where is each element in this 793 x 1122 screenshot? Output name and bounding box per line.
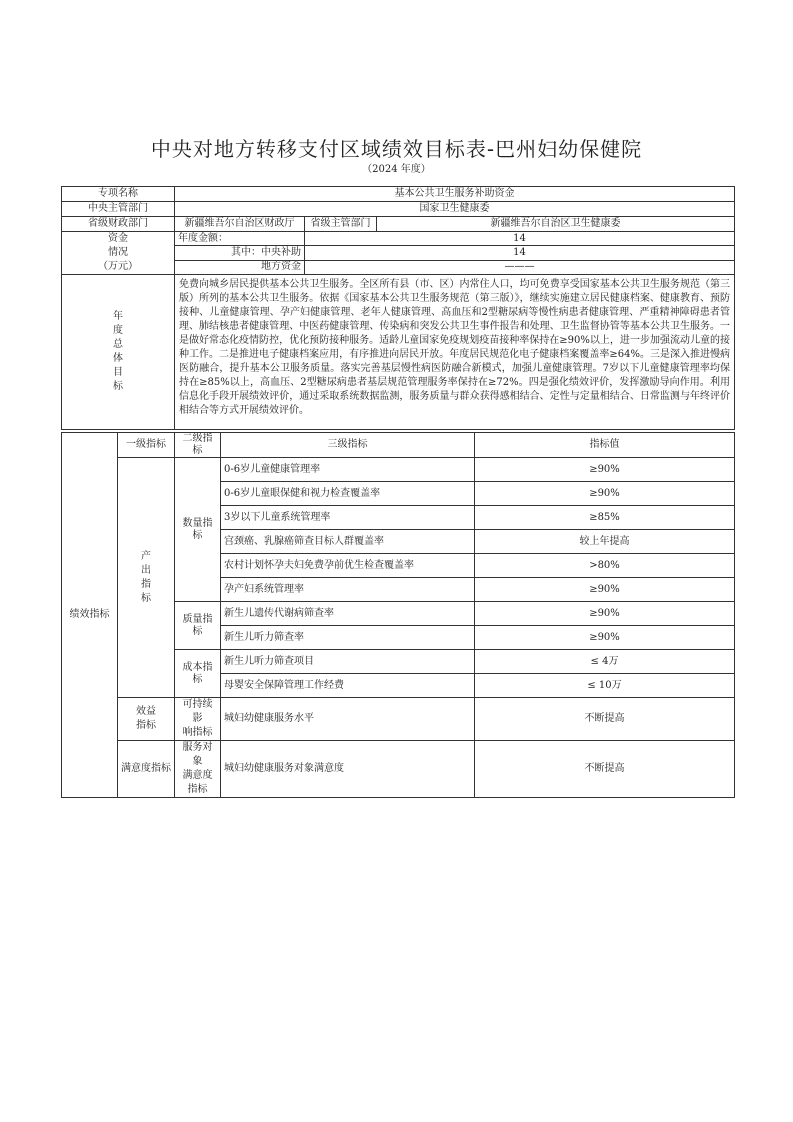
prov-finance-label: 省级财政部门 xyxy=(62,217,175,232)
indicator-value: >80% xyxy=(475,554,735,578)
indicator-name: 城妇幼健康服务水平 xyxy=(221,698,475,741)
page-title: 中央对地方转移支付区域绩效目标表-巴州妇幼保健院 xyxy=(150,137,643,161)
indicator-value: ≥85% xyxy=(475,506,735,530)
page-subtitle: （2024 年度） xyxy=(362,164,431,175)
central-dept-value: 国家卫生健康委 xyxy=(175,202,735,217)
local-funds-value: ——— xyxy=(305,260,735,274)
central-dept-label: 中央主管部门 xyxy=(62,202,175,217)
header-table xyxy=(61,186,735,430)
perf-label: 绩效指标 xyxy=(62,433,118,798)
funds-label: 资金 情况 （万元） xyxy=(62,232,175,275)
indicator-value: ≤ 4万 xyxy=(475,650,735,674)
indicator-name: 城妇幼健康服务对象满意度 xyxy=(221,741,475,798)
indicator-name: 农村计划怀孕夫妇免费孕前优生检查覆盖率 xyxy=(221,554,475,578)
local-funds-label: 地方资金 xyxy=(175,260,305,274)
indicator-name: 孕产妇系统管理率 xyxy=(221,578,475,602)
indicator-value: ≥90% xyxy=(475,482,735,506)
col-header-l2: 二级指标 xyxy=(175,433,221,458)
objective-text: 免费向城乡居民提供基本公共卫生服务。全区所有县（市、区）内常住人口，均可免费享受国家基本公共卫生服务规范（第三版）所列的基本公共卫生服务。依据《国家基本公共卫生服务规范（第三版）》，继续实施建立居民健康档案、健康教育、预防接种、儿童健康管理、孕产妇健康管理、老年人健康管理、高血压和2型糖尿病等慢性病患者健康管理、严重精神障碍患者管理、肺结核患者健康管理、中医药健康管理、传染病和突发公共卫生事件报告和处理、卫生监督协管等基本公共卫生服务。一是做好常态化疫情防控，优化预防接种服务。适龄儿童国家免疫规划疫苗接种率保持在≥90%以上，进一步加强流动儿童的接种工作。二是推进电子健康档案应用，有序推进向居民开放。年度居民规范化电子健康档案覆盖率≥64%。三是深入推进慢病医防融合，提升基本公卫服务质量。落实完善基层慢性病医防融合新模式，加强儿童健康管理。7岁以下儿童健康管理率均保持在≥85%以上，高血压、2型糖尿病患者基层规范管理服务率保持在≥72%。四是强化绩效评价，发挥激励导向作用。利用信息化手段开展绩效评价，通过采取系统数据监测，服务质量与群众获得感相结合、定性与定量相结合、日常监测与年终评价相结合等方式开展绩效评价。 xyxy=(175,275,735,430)
performance-table xyxy=(61,432,735,798)
indicator-name: 0-6岁儿童健康管理率 xyxy=(221,458,475,482)
quantity-indicator-label: 数量指标 xyxy=(175,458,221,602)
central-subsidy-label: 其中：中央补助 xyxy=(175,246,305,260)
cost-indicator-label: 成本指标 xyxy=(175,650,221,698)
indicator-value: ≤ 10万 xyxy=(475,674,735,698)
service-satisfaction-label: 服务对象 满意度 指标 xyxy=(175,741,221,798)
indicator-name: 新生儿听力筛查率 xyxy=(221,626,475,650)
col-header-value: 指标值 xyxy=(475,433,735,458)
central-subsidy-value: 14 xyxy=(305,246,735,260)
indicator-name: 母婴安全保障管理工作经费 xyxy=(221,674,475,698)
indicator-name: 3岁以下儿童系统管理率 xyxy=(221,506,475,530)
annual-amount-label: 年度金额： xyxy=(175,232,305,246)
indicator-name: 新生儿遗传代谢病筛查率 xyxy=(221,602,475,626)
indicator-value: ≥90% xyxy=(475,578,735,602)
indicator-name: 宫颈癌、乳腺癌筛查目标人群覆盖率 xyxy=(221,530,475,554)
item-name-label: 专项名称 xyxy=(62,187,175,202)
col-header-l3: 三级指标 xyxy=(221,433,475,458)
prov-dept-value: 新疆维吾尔自治区卫生健康委 xyxy=(377,217,735,232)
annual-amount-value: 14 xyxy=(305,232,735,246)
indicator-value: 不断提高 xyxy=(475,698,735,741)
indicator-value: 不断提高 xyxy=(475,741,735,798)
prov-finance-value: 新疆维吾尔自治区财政厅 xyxy=(175,217,305,232)
sustainable-indicator-label: 可持续影 响指标 xyxy=(175,698,221,741)
col-header-l1: 一级指标 xyxy=(118,433,175,458)
indicator-value: ≥90% xyxy=(475,458,735,482)
output-indicator-label: 产 出 指 标 xyxy=(118,458,175,698)
prov-dept-label: 省级主管部门 xyxy=(305,217,377,232)
indicator-name: 0-6岁儿童眼保健和视力检查覆盖率 xyxy=(221,482,475,506)
indicator-value: 较上年提高 xyxy=(475,530,735,554)
item-name-value: 基本公共卫生服务补助资金 xyxy=(175,187,735,202)
indicator-name: 新生儿听力筛查项目 xyxy=(221,650,475,674)
satisfaction-indicator-label: 满意度指标 xyxy=(118,741,175,798)
indicator-value: ≥90% xyxy=(475,626,735,650)
objective-label: 年 度 总 体 目 标 xyxy=(62,275,175,430)
quality-indicator-label: 质量指标 xyxy=(175,602,221,650)
indicator-value: ≥90% xyxy=(475,602,735,626)
effect-indicator-label: 效益 指标 xyxy=(118,698,175,741)
